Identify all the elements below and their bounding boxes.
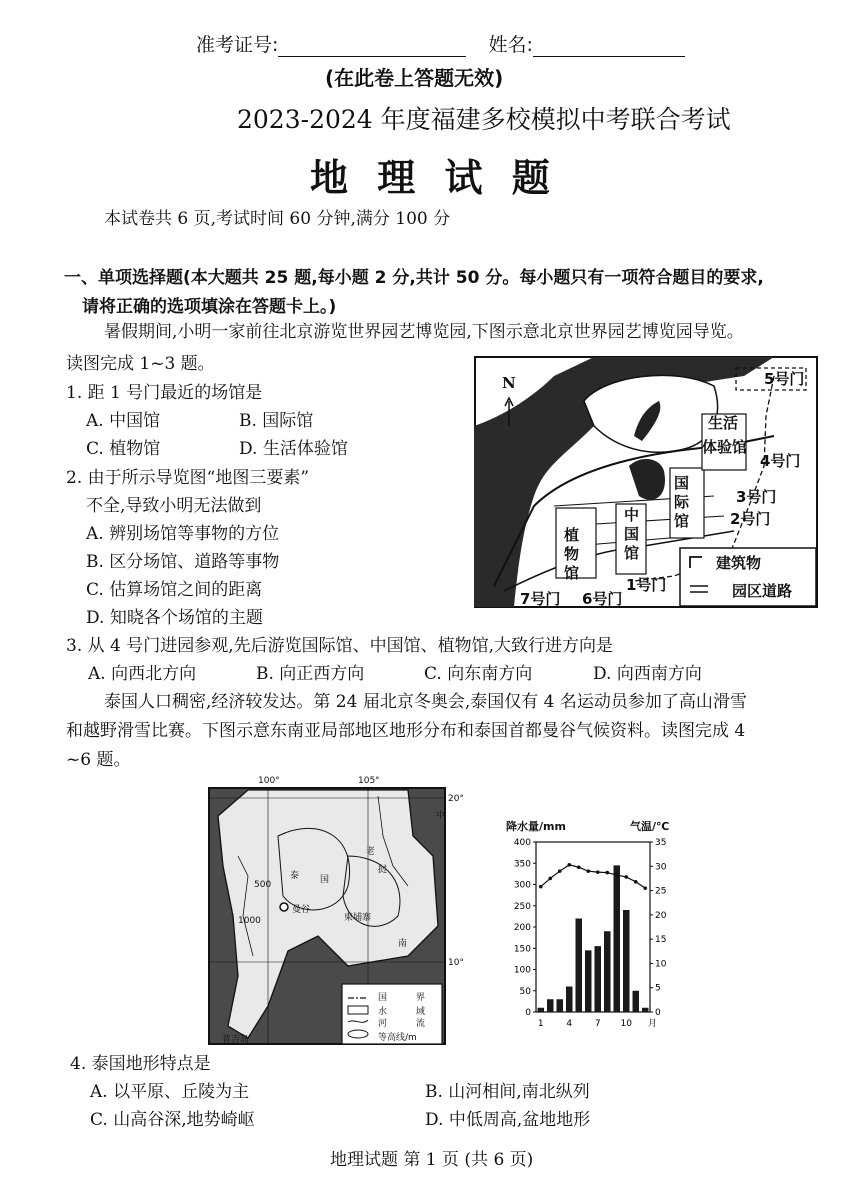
temperature-point: [577, 865, 581, 869]
q2-stem-line1: 2. 由于所示导览图“地图三要素”: [66, 468, 310, 488]
lat-10: 10°: [448, 958, 464, 968]
legend-river-1: 河: [378, 1019, 388, 1029]
y-left-tick-label: 350: [513, 859, 531, 870]
temperature-point: [596, 870, 600, 874]
subject-title: 地 理 试 题: [310, 156, 558, 200]
hall-intl: 国际馆: [674, 474, 690, 530]
q3-option-a[interactable]: A. 向西北方向: [88, 664, 197, 684]
y-left-tick-label: 150: [513, 944, 531, 955]
precip-bar: [547, 999, 554, 1012]
x-tick-label: 1: [537, 1019, 544, 1029]
precip-bar: [557, 999, 564, 1012]
x-tick-label: 4: [566, 1019, 573, 1029]
exam-id-field[interactable]: [278, 36, 466, 57]
precip-bar: [595, 946, 602, 1012]
label-thailand-2: 国: [320, 875, 330, 885]
temperature-point: [634, 880, 638, 884]
precip-bar: [623, 910, 630, 1012]
chart-right-title: 气温/℃: [630, 820, 670, 833]
precip-bar: [604, 931, 611, 1012]
y-left-tick-label: 50: [519, 986, 531, 997]
q1-option-c[interactable]: C. 植物馆: [86, 439, 161, 459]
y-left-tick-label: 200: [513, 923, 531, 933]
y-right-tick-label: 30: [655, 862, 667, 873]
precip-bar: [576, 919, 583, 1013]
temperature-point: [605, 871, 609, 875]
section1-title-line1: 一、单项选择题(本大题共 25 题,每小题 2 分,共计 50 分。每小题只有一项符合题目的要求,: [64, 268, 764, 288]
q4-option-a[interactable]: A. 以平原、丘陵为主: [90, 1082, 250, 1102]
y-left-tick-label: 250: [513, 901, 531, 912]
label-bangkok: 曼谷: [292, 905, 311, 915]
plot-frame: [536, 842, 650, 1012]
y-left-tick-label: 300: [513, 880, 531, 891]
q2-stem-line2: 不全,导致小明无法做到: [86, 496, 262, 516]
legend-river-2: 流: [416, 1019, 426, 1029]
label-laos-2: 挝: [378, 865, 388, 875]
x-unit-label: 月: [648, 1019, 658, 1029]
q3-stem: 3. 从 4 号门进园参观,先后游览国际馆、中国馆、植物馆,大致行进方向是: [66, 636, 614, 656]
gate-5: 5号门: [764, 370, 805, 388]
climate-chart-svg: [500, 812, 680, 1042]
y-right-tick-label: 20: [655, 910, 667, 921]
q2-option-c[interactable]: C. 估算场馆之间的距离: [86, 580, 263, 600]
legend-road: 园区道路: [732, 582, 793, 600]
gate-3: 3号门: [736, 488, 777, 506]
lat-20: 20°: [448, 794, 464, 804]
gate-1: 1号门: [626, 576, 667, 594]
exam-title: 2023-2024 年度福建多校模拟中考联合考试: [237, 105, 731, 134]
q4-option-c[interactable]: C. 山高谷深,地势崎岖: [90, 1110, 255, 1130]
passage1-line1: 暑假期间,小明一家前往北京游览世界园艺博览园,下图示意北京世界园艺博览园导览。: [104, 322, 744, 342]
q4-stem: 4. 泰国地形特点是: [70, 1054, 211, 1074]
passage2-line2: 和越野滑雪比赛。下图示意东南亚局部地区地形分布和泰国首都曼谷气候资料。读图完成 4: [66, 721, 746, 741]
page-footer: 地理试题 第 1 页 (共 6 页): [330, 1150, 534, 1170]
park-map-svg: [474, 356, 818, 608]
precip-bar: [585, 950, 592, 1012]
invalid-note: (在此卷上答题无效): [325, 66, 504, 90]
x-tick-label: 10: [620, 1019, 632, 1029]
q4-option-b[interactable]: B. 山河相间,南北纵列: [425, 1082, 590, 1102]
precip-bar: [566, 987, 573, 1013]
q2-option-d[interactable]: D. 知晓各个场馆的主题: [86, 608, 263, 628]
se-asia-map-svg: [208, 776, 470, 1046]
precip-bar: [633, 991, 640, 1012]
legend-border-2: 界: [416, 993, 426, 1003]
label-china: 中: [436, 811, 446, 821]
gate-4: 4号门: [760, 452, 801, 470]
label-contour-500: 500: [254, 880, 272, 890]
gate-6: 6号门: [582, 590, 623, 608]
y-right-tick-label: 35: [655, 838, 667, 848]
q3-option-c[interactable]: C. 向东南方向: [424, 664, 533, 684]
x-tick-label: 7: [594, 1019, 601, 1029]
hall-life-2: 体验馆: [702, 438, 748, 456]
name-field[interactable]: [533, 36, 685, 57]
legend-water-1: 水: [378, 1007, 388, 1017]
temperature-point: [586, 869, 590, 873]
temperature-line: [541, 865, 646, 888]
lon-100: 100°: [258, 776, 280, 786]
precip-bar: [538, 1008, 545, 1012]
q1-option-a[interactable]: A. 中国馆: [86, 411, 161, 431]
q4-option-d[interactable]: D. 中低周高,盆地地形: [425, 1110, 591, 1130]
hall-china: 中国馆: [624, 506, 640, 562]
label-thailand: 泰: [290, 871, 300, 881]
passage1-line2: 读图完成 1~3 题。: [66, 354, 215, 374]
hall-plant: 植物馆: [564, 526, 580, 582]
gate-7: 7号门: [520, 590, 561, 608]
q1-stem: 1. 距 1 号门最近的场馆是: [66, 383, 263, 403]
temperature-point: [643, 886, 647, 890]
label-phuket: 普吉岛: [222, 1035, 250, 1045]
name-label: 姓名:: [488, 34, 533, 56]
exam-id-row: [196, 30, 685, 57]
q3-option-d[interactable]: D. 向西南方向: [593, 664, 702, 684]
y-right-tick-label: 15: [655, 935, 667, 946]
hall-life-1: 生活: [708, 414, 739, 432]
y-right-tick-label: 25: [655, 886, 667, 897]
y-right-tick-label: 10: [655, 959, 667, 970]
gate-2: 2号门: [730, 510, 771, 528]
park-map: [474, 356, 818, 608]
temperature-point: [624, 875, 628, 879]
q2-option-a[interactable]: A. 辨别场馆等事物的方位: [86, 524, 280, 544]
y-left-tick-label: 400: [513, 838, 531, 848]
climate-chart: [500, 812, 680, 1042]
north-label: N: [502, 374, 516, 392]
lon-105: 105°: [358, 776, 380, 786]
temperature-point: [567, 863, 571, 867]
exam-info: 本试卷共 6 页,考试时间 60 分钟,满分 100 分: [104, 209, 451, 229]
label-cambodia: 柬埔寨: [344, 913, 372, 923]
temperature-point: [548, 877, 552, 881]
se-asia-map: [208, 776, 470, 1046]
y-right-tick-label: 0: [655, 1008, 661, 1018]
passage2-line3: ~6 题。: [66, 750, 131, 770]
legend-border-1: 国: [378, 993, 388, 1003]
temperature-point: [558, 869, 562, 873]
label-laos: 老: [366, 847, 376, 857]
precip-bar: [642, 1008, 649, 1012]
q1-option-b[interactable]: B. 国际馆: [239, 411, 314, 431]
y-left-tick-label: 100: [513, 965, 531, 976]
precip-bar: [614, 865, 621, 1012]
y-right-tick-label: 5: [655, 983, 661, 994]
passage2-line1: 泰国人口稠密,经济较发达。第 24 届北京冬奥会,泰国仅有 4 名运动员参加了高山滑雪: [104, 692, 747, 712]
chart-left-title: 降水量/mm: [506, 820, 566, 833]
temperature-point: [615, 873, 619, 877]
temperature-point: [539, 885, 543, 889]
label-vietnam: 南: [398, 939, 408, 949]
exam-id-label: 准考证号:: [196, 34, 279, 56]
q1-option-d[interactable]: D. 生活体验馆: [239, 439, 348, 459]
legend-water-2: 域: [416, 1007, 426, 1017]
q2-option-b[interactable]: B. 区分场馆、道路等事物: [86, 552, 280, 572]
y-left-tick-label: 0: [525, 1008, 531, 1018]
legend-contour: 等高线/m: [378, 1033, 417, 1043]
q3-option-b[interactable]: B. 向正西方向: [256, 664, 365, 684]
label-contour-1000: 1000: [238, 916, 261, 926]
legend-building: 建筑物: [716, 554, 762, 572]
section1-title-line2: 请将正确的选项填涂在答题卡上。): [82, 297, 337, 317]
